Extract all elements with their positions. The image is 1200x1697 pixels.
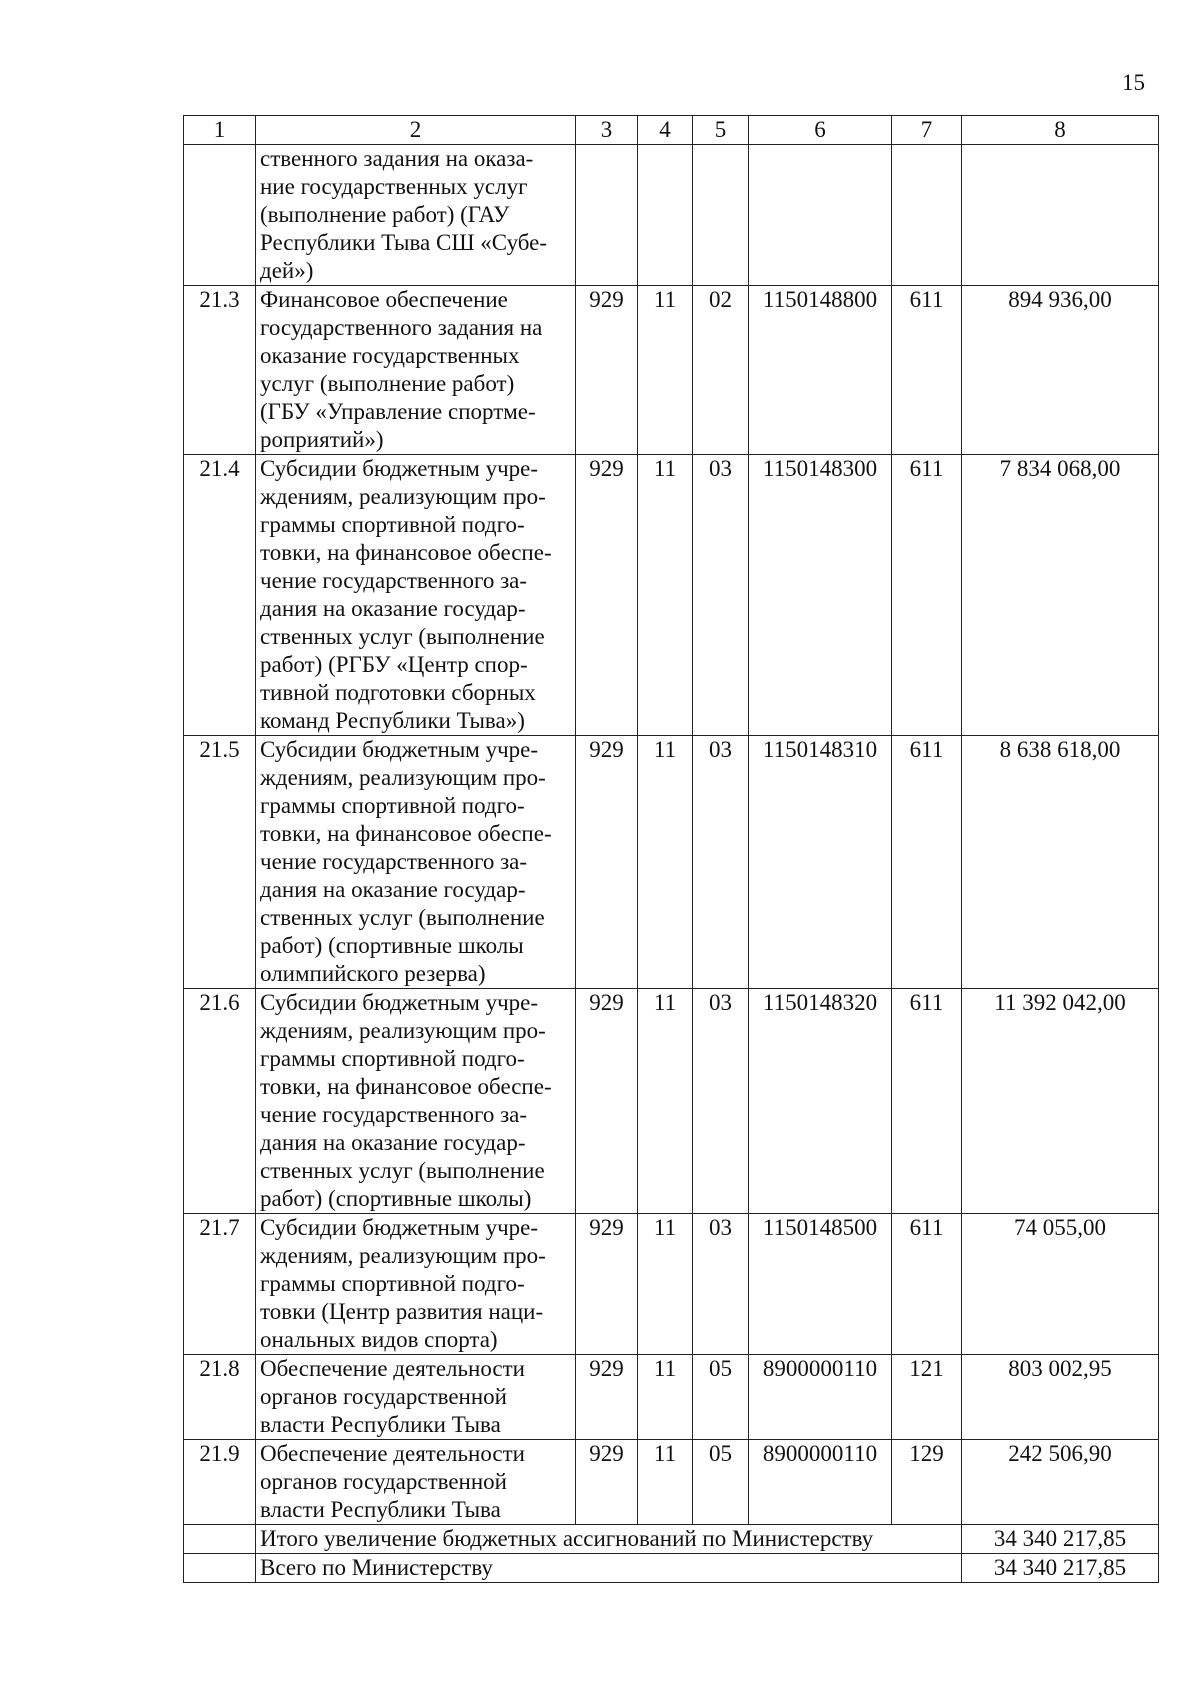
cell-subsection	[693, 145, 749, 286]
cell-subsection: 03	[693, 1214, 749, 1355]
cell-amount: 11 392 042,00	[962, 989, 1159, 1214]
row-description: Субсидии бюджетным учре- ждениям, реализующим про- граммы спортивной подго- товки (Центр развития наци- ональных видов спорта)	[256, 1214, 576, 1355]
header-cell: 6	[749, 116, 892, 145]
cell-amount: 74 055,00	[962, 1214, 1159, 1355]
cell-subsection: 03	[693, 455, 749, 736]
total-label: Итого увеличение бюджетных ассигнований по Министерству	[256, 1525, 962, 1554]
header-cell: 4	[638, 116, 693, 145]
row-number: 21.6	[184, 989, 256, 1214]
table-row	[184, 1214, 1159, 1355]
cell-amount: 242 506,90	[962, 1440, 1159, 1525]
cell-expense-type: 611	[892, 455, 962, 736]
header-row	[184, 116, 1159, 145]
cell-amount: 894 936,00	[962, 286, 1159, 455]
table-row	[184, 455, 1159, 736]
page-number: 15	[1122, 70, 1145, 95]
table-row	[184, 1440, 1159, 1525]
cell-ministry-code: 929	[576, 1440, 638, 1525]
header-cell: 3	[576, 116, 638, 145]
row-description: Субсидии бюджетным учре- ждениям, реализующим про- граммы спортивной подго- товки, на финансовое обеспе- чение государственного за- дания на оказание государ- ственных услуг (выполнение работ) (спортивные школы олимпийского резерва)	[256, 736, 576, 989]
cell-target-article: 1150148800	[749, 286, 892, 455]
cell-section: 11	[638, 1355, 693, 1440]
cell-expense-type: 121	[892, 1355, 962, 1440]
cell-target-article: 1150148320	[749, 989, 892, 1214]
total-amount: 34 340 217,85	[962, 1525, 1159, 1554]
table-row	[184, 736, 1159, 989]
cell-section: 11	[638, 736, 693, 989]
row-number: 21.8	[184, 1355, 256, 1440]
cell-ministry-code: 929	[576, 455, 638, 736]
row-description: Обеспечение деятельности органов государственной власти Республики Тыва	[256, 1440, 576, 1525]
header-cell: 5	[693, 116, 749, 145]
cell-section: 11	[638, 1440, 693, 1525]
cell-ministry-code	[576, 145, 638, 286]
header-cell: 1	[184, 116, 256, 145]
cell-ministry-code: 929	[576, 1355, 638, 1440]
header-cell: 2	[256, 116, 576, 145]
cell-target-article: 8900000110	[749, 1440, 892, 1525]
cell-target-article: 1150148300	[749, 455, 892, 736]
cell-section: 11	[638, 1214, 693, 1355]
row-description: Финансовое обеспечение государственного задания на оказание государственных услуг (выполнение работ) (ГБУ «Управление спортме- роприятий»)	[256, 286, 576, 455]
row-number: 21.7	[184, 1214, 256, 1355]
row-number: 21.9	[184, 1440, 256, 1525]
row-description: ственного задания на оказа- ние государственных услуг (выполнение работ) (ГАУ Республики Тыва СШ «Субе- дей»)	[256, 145, 576, 286]
total-row	[184, 1525, 1159, 1554]
cell-ministry-code: 929	[576, 286, 638, 455]
row-description: Субсидии бюджетным учре- ждениям, реализующим про- граммы спортивной подго- товки, на финансовое обеспе- чение государственного за- дания на оказание государ- ственных услуг (выполнение работ) (РГБУ «Центр спор- тивной подготовки сборных команд Республики Тыва»)	[256, 455, 576, 736]
header-cell: 7	[892, 116, 962, 145]
cell-expense-type: 611	[892, 989, 962, 1214]
cell-amount	[962, 145, 1159, 286]
cell-section	[638, 145, 693, 286]
cell-ministry-code: 929	[576, 989, 638, 1214]
table-row	[184, 989, 1159, 1214]
cell-target-article: 8900000110	[749, 1355, 892, 1440]
cell-expense-type	[892, 145, 962, 286]
grand-total-number-empty	[184, 1554, 256, 1583]
cell-subsection: 03	[693, 989, 749, 1214]
cell-ministry-code: 929	[576, 1214, 638, 1355]
cell-subsection: 02	[693, 286, 749, 455]
cell-target-article: 1150148500	[749, 1214, 892, 1355]
cell-section: 11	[638, 989, 693, 1214]
row-number	[184, 145, 256, 286]
cell-amount: 803 002,95	[962, 1355, 1159, 1440]
cell-ministry-code: 929	[576, 736, 638, 989]
cell-subsection: 03	[693, 736, 749, 989]
cell-section: 11	[638, 455, 693, 736]
total-number-empty	[184, 1525, 256, 1554]
cell-expense-type: 129	[892, 1440, 962, 1525]
cell-expense-type: 611	[892, 286, 962, 455]
table-row	[184, 1355, 1159, 1440]
cell-amount: 8 638 618,00	[962, 736, 1159, 989]
cell-subsection: 05	[693, 1440, 749, 1525]
grand-total-amount: 34 340 217,85	[962, 1554, 1159, 1583]
cell-target-article: 1150148310	[749, 736, 892, 989]
row-number: 21.3	[184, 286, 256, 455]
row-description: Обеспечение деятельности органов государственной власти Республики Тыва	[256, 1355, 576, 1440]
budget-table	[183, 115, 1159, 1583]
row-description: Субсидии бюджетным учре- ждениям, реализующим про- граммы спортивной подго- товки, на финансовое обеспе- чение государственного за- дания на оказание государ- ственных услуг (выполнение работ) (спортивные школы)	[256, 989, 576, 1214]
cell-subsection: 05	[693, 1355, 749, 1440]
cell-amount: 7 834 068,00	[962, 455, 1159, 736]
header-cell: 8	[962, 116, 1159, 145]
table-row	[184, 145, 1159, 286]
cell-expense-type: 611	[892, 1214, 962, 1355]
grand-total-label: Всего по Министерству	[256, 1554, 962, 1583]
cell-expense-type: 611	[892, 736, 962, 989]
cell-section: 11	[638, 286, 693, 455]
table-row	[184, 286, 1159, 455]
row-number: 21.4	[184, 455, 256, 736]
cell-target-article	[749, 145, 892, 286]
grand-total-row	[184, 1554, 1159, 1583]
row-number: 21.5	[184, 736, 256, 989]
